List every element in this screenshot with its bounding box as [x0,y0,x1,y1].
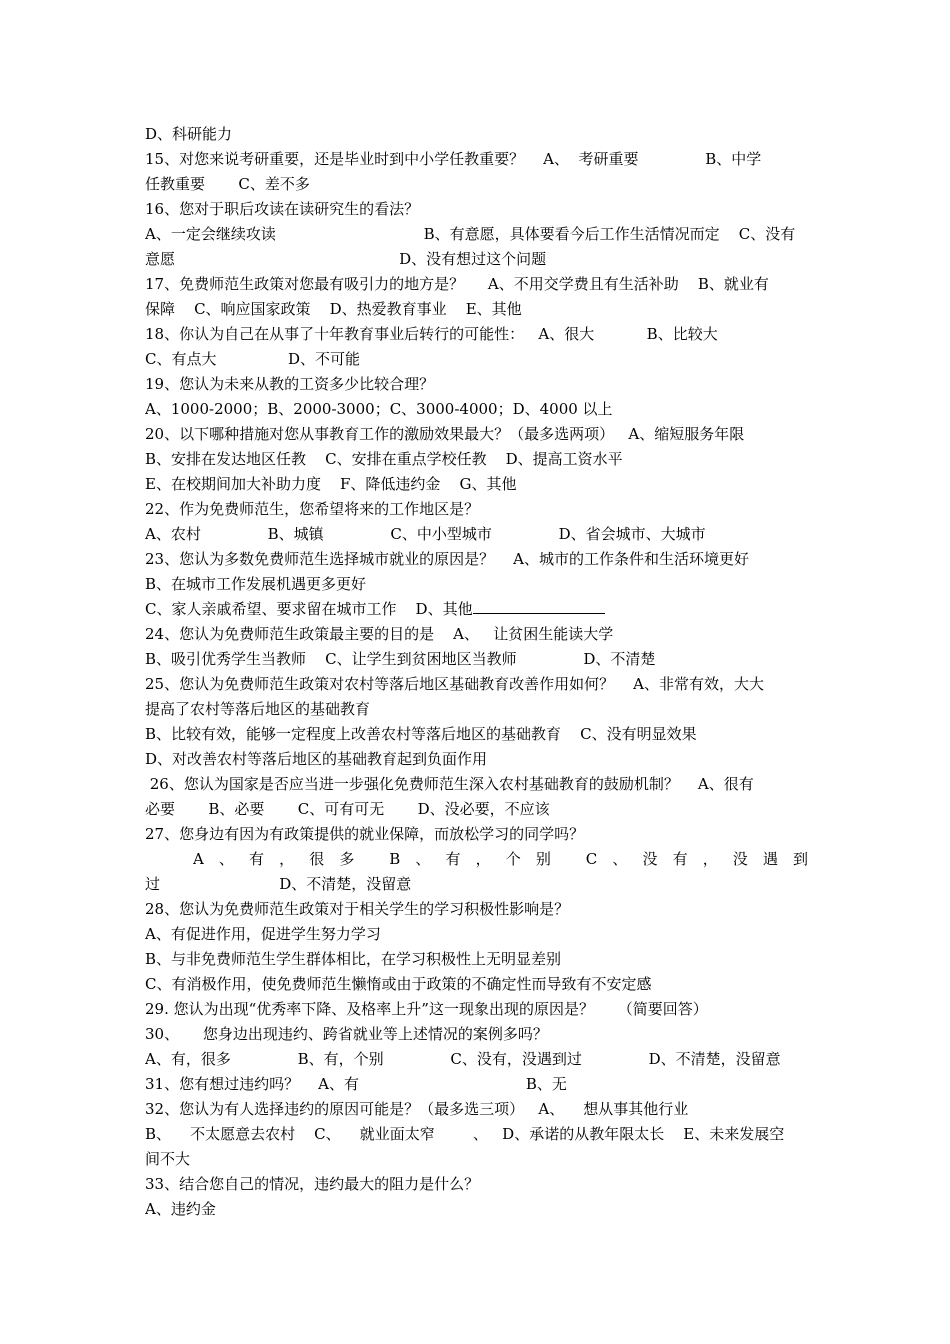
text-line: 间不大 [145,1150,191,1168]
text-line: 26、您认为国家是否应当进一步强化免费师范生深入农村基础教育的鼓励机制？ A、很有 [145,775,754,793]
text-line: 32、您认为有人选择违约的原因可能是？（最多选三项） A、 想从事其他行业 [145,1100,689,1118]
text-line: A、有，很多 B、有，个别 C、没有，没遇到 [193,850,808,868]
text-line: 33、结合您自己的情况，违约最大的阻力是什么？ [145,1175,480,1193]
text-line: 17、免费师范生政策对您最有吸引力的地方是？ A、不用交学费且有生活补助 B、就业有 [145,275,769,293]
text-line: A、有促进作用，促进学生努力学习 [145,925,381,943]
text-line: 16、您对于职后攻读在读研究生的看法？ [145,200,420,218]
answer-blank [473,599,605,614]
text-line: 15、对您来说考研重要，还是毕业时到中小学任教重要？ A、 考研重要 B、中学 [145,150,762,168]
text-line: A、1000-2000；B、2000-3000；C、3000-4000；D、4000 以上 [145,400,613,418]
text-line: A、有，很多 B、有，个别 C、没有，没遇到过 D、不清楚，没留意 [145,1050,781,1068]
text-line: 27、您身边有因为有政策提供的就业保障，而放松学习的同学吗？ [145,825,585,843]
text-line: 24、您认为免费师范生政策最主要的目的是 A、 让贫困生能读大学 [145,625,614,643]
text-line: B、在城市工作发展机遇更多更好 [145,575,367,593]
text-line: 保障 C、响应国家政策 D、热爱教育事业 E、其他 [145,300,522,318]
text-line: A、农村 B、城镇 C、中小型城市 D、省会城市、大城市 [145,525,706,543]
text-line: 意愿 D、没有想过这个问题 [145,250,547,268]
text-line-content: C、家人亲戚希望、要求留在城市工作 D、其他 [145,600,473,618]
text-line: A、违约金 [145,1200,216,1218]
text-line: 22、作为免费师范生，您希望将来的工作地区是？ [145,500,480,518]
text-line: 29. 您认为出现“优秀率下降、及格率上升”这一现象出现的原因是？ （简要回答） [145,1000,708,1018]
text-line: 19、您认为未来从教的工资多少比较合理？ [145,375,435,393]
text-line: 28、您认为免费师范生政策对于相关学生的学习积极性影响是？ [145,900,570,918]
text-line: D、科研能力 [145,125,233,143]
text-line: 30、 您身边出现违约、跨省就业等上述情况的案例多吗？ [145,1025,548,1043]
text-line: 过 D、不清楚，没留意 [145,875,412,893]
text-line: C、有消极作用，使免费师范生懒惰或由于政策的不确定性而导致有不安定感 [145,975,652,993]
text-line: B、吸引优秀学生当教师 C、让学生到贫困地区当教师 D、不清楚 [145,650,656,668]
text-line: 23、您认为多数免费师范生选择城市就业的原因是？ A、城市的工作条件和生活环境更好 [145,550,749,568]
text-line: 25、您认为免费师范生政策对农村等落后地区基础教育改善作用如何？ A、非常有效，大大 [145,675,764,693]
text-line: 31、您有想过违约吗？ A、有 B、无 [145,1075,567,1093]
text-line: B、与非免费师范生学生群体相比，在学习积极性上无明显差别 [145,950,562,968]
text-line: 20、以下哪种措施对您从事教育工作的激励效果最大？（最多选两项） A、缩短服务年限 [145,425,745,443]
text-line: B、比较有效，能够一定程度上改善农村等落后地区的基础教育 C、没有明显效果 [145,725,697,743]
text-line [145,599,808,619]
text-line: A、一定会继续攻读 B、有意愿，具体要看今后工作生活情况而定 C、没有 [145,225,796,243]
text-line: C、有点大 D、不可能 [145,350,361,368]
text-line: B、安排在发达地区任教 C、安排在重点学校任教 D、提高工资水平 [145,450,623,468]
text-line: 任教重要 C、差不多 [145,175,310,193]
text-line: B、 不太愿意去农村 C、 就业面太窄 、 D、承诺的从教年限太长 E、未来发展空 [145,1125,785,1143]
text-line: 必要 B、必要 C、可有可无 D、没必要，不应该 [145,800,550,818]
text-line: D、对改善农村等落后地区的基础教育起到负面作用 [145,750,488,768]
text-line: E、在校期间加大补助力度 F、降低违约金 G、其他 [145,475,517,493]
text-line: 18、你认为自己在从事了十年教育事业后转行的可能性： A、很大 B、比较大 [145,325,718,343]
text-line: 提高了农村等落后地区的基础教育 [145,700,371,718]
